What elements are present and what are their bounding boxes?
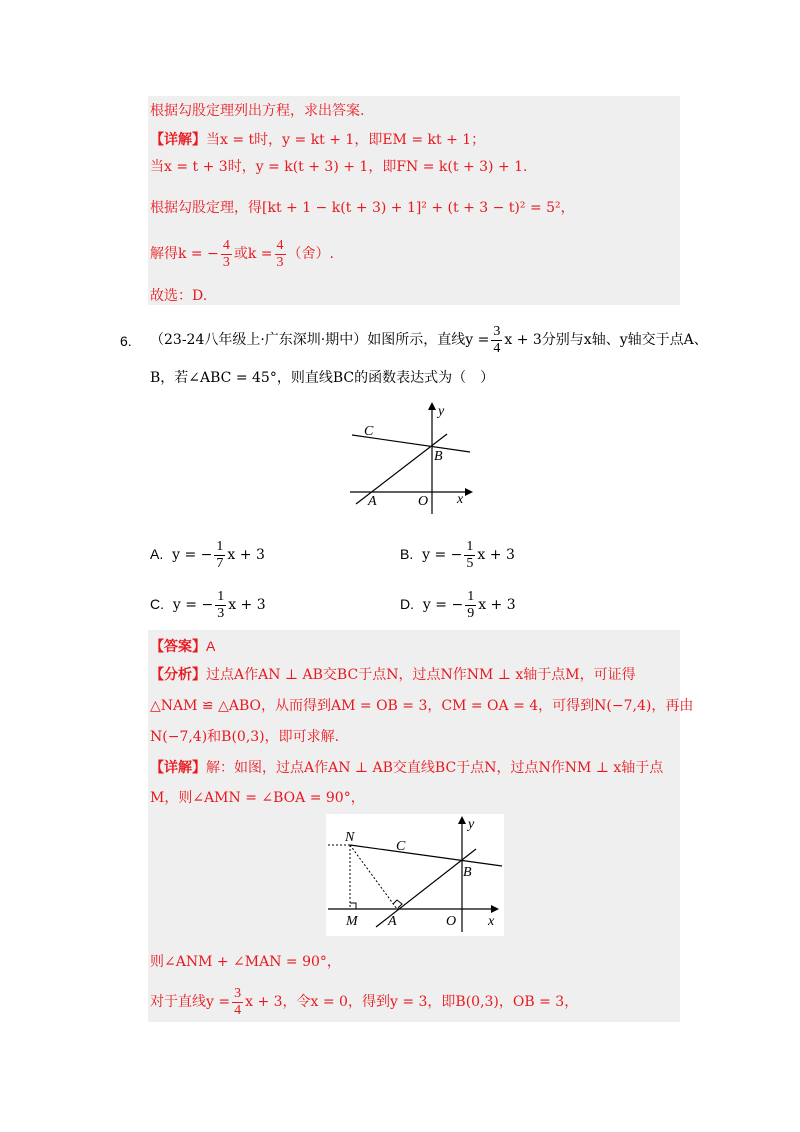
question-source: （23-24八年级上·广东深圳·期中） [150, 332, 368, 348]
prev-f1-num: 4 [222, 237, 230, 253]
option-c-num: 1 [217, 588, 225, 604]
question-number: 6. [120, 333, 132, 349]
prev-detail-line3: 根据勾股定理，得[kt + 1 − k(t + 3) + 1]² + (t + 3 − t)² = 5²， [150, 200, 575, 216]
question-figure [340, 400, 480, 520]
fig2-label-n: N [345, 830, 355, 845]
option-b-num: 1 [466, 538, 474, 554]
analysis-text1: 过点A作AN ⊥ AB交BC于点N，过点N作NM ⊥ x轴于点M，可证得 [206, 667, 636, 683]
fig2-right-angle-m [350, 903, 356, 909]
fig2-y-arrow [458, 816, 466, 824]
question-fraction [491, 324, 502, 357]
question-f-num: 3 [493, 323, 501, 339]
fig1-label-a: A [368, 494, 377, 509]
prev-fraction-1 [221, 238, 232, 271]
fig1-label-x: x [457, 492, 464, 507]
prev-detail-tag: 【详解】 [150, 132, 206, 148]
fig2-label-o: O [446, 914, 457, 929]
prev-line4-pre: 解得k = − [150, 246, 219, 262]
question-stem-line2: B，若∠ABC = 45°，则直线BC的函数表达式为（ ） [150, 370, 495, 386]
after-figure-line: 则∠ANM + ∠MAN = 90°， [150, 954, 341, 970]
question-stem-post: x + 3分别与x轴、y轴交于点A、 [504, 332, 708, 348]
fig2-label-y: y [468, 817, 475, 832]
detail-line2: M，则∠AMN = ∠BOA = 90°， [150, 790, 365, 806]
prev-f2-den: 3 [276, 254, 284, 270]
last-line [150, 982, 578, 1022]
option-d-num: 1 [467, 588, 475, 604]
solution-figure [326, 814, 504, 936]
detail-text1: 解：如图，过点A作AN ⊥ AB交直线BC于点N，过点N作NM ⊥ x轴于点 [206, 760, 664, 776]
option-a-fraction [214, 539, 225, 572]
prev-final-answer: 故选：D. [150, 288, 208, 304]
prev-f2-num: 4 [276, 237, 284, 253]
option-b[interactable] [400, 537, 515, 572]
fig2-line-nc [350, 845, 502, 866]
option-d-post: x + 3 [478, 597, 516, 613]
prev-line4-mid: 或k = [233, 246, 273, 262]
detail-tag: 【详解】 [150, 760, 206, 776]
detail-line1 [150, 758, 663, 778]
last-pre: 对于直线y = [150, 994, 231, 1010]
option-a-post: x + 3 [227, 547, 265, 563]
answer-value: A [206, 638, 216, 654]
prev-line4-post: （舍）. [287, 246, 334, 262]
option-d[interactable] [400, 587, 516, 622]
last-f-den: 4 [234, 1002, 242, 1018]
prev-detail-text1: 当x = t时，y = kt + 1，即EM = kt + 1； [206, 132, 486, 148]
fig1-label-b: B [434, 449, 443, 464]
option-b-den: 5 [466, 555, 474, 571]
last-f-num: 3 [234, 985, 242, 1001]
prev-f1-den: 3 [222, 254, 230, 270]
question-stem-line1 [150, 320, 708, 360]
option-a[interactable] [150, 537, 265, 572]
question-stem-pre: 如图所示，直线y = [367, 332, 490, 348]
answer-tag: 【答案】 [150, 639, 206, 655]
fig2-label-c: C [396, 839, 406, 854]
prev-detail-line4 [150, 236, 334, 272]
option-a-pre: y = − [172, 547, 213, 563]
option-c-post: x + 3 [228, 597, 266, 613]
fig2-x-arrow [491, 905, 499, 913]
option-a-num: 1 [216, 538, 224, 554]
option-c-den: 3 [217, 605, 225, 621]
fig1-y-arrow [428, 402, 436, 410]
option-a-letter: A. [150, 546, 164, 562]
fig1-x-arrow [465, 488, 473, 496]
fig2-dotted-na [350, 845, 397, 909]
last-post: x + 3，令x = 0，得到y = 3，即B(0,3)，OB = 3， [245, 994, 579, 1010]
analysis-line1 [150, 665, 636, 685]
option-d-fraction [465, 589, 476, 622]
option-b-letter: B. [400, 546, 414, 562]
analysis-line3: N(−7,4)和B(0,3)，即可求解. [150, 729, 340, 745]
last-fraction [232, 986, 243, 1019]
option-c-pre: y = − [172, 597, 214, 613]
prev-fraction-2 [275, 238, 286, 271]
fig2-label-m: M [346, 914, 358, 929]
option-d-pre: y = − [422, 597, 464, 613]
option-c-letter: C. [150, 596, 164, 612]
option-d-letter: D. [400, 596, 414, 612]
fig1-label-y: y [438, 404, 445, 419]
fig1-label-c: C [364, 424, 374, 439]
analysis-line2: △NAM ≌ △ABO，从而得到AM = OB = 3，CM = OA = 4，可得到N(−7,4)，再由 [150, 698, 694, 714]
question-f-den: 4 [493, 340, 501, 356]
fig1-label-o: O [418, 494, 429, 509]
option-b-pre: y = − [422, 547, 463, 563]
fig2-label-b: B [463, 865, 472, 880]
analysis-tag: 【分析】 [150, 667, 206, 683]
option-d-den: 9 [467, 605, 475, 621]
fig2-right-angle-a [393, 900, 402, 908]
option-c-fraction [215, 589, 226, 622]
prev-hint-tail: 根据勾股定理列出方程，求出答案. [150, 103, 365, 119]
prev-detail-line2: 当x = t + 3时，y = k(t + 3) + 1，即FN = k(t + 3) + 1. [150, 159, 528, 175]
answer-line [150, 636, 215, 657]
option-a-den: 7 [216, 555, 224, 571]
fig2-label-x: x [488, 914, 495, 929]
option-b-fraction [464, 539, 475, 572]
prev-detail-line1 [150, 130, 485, 150]
option-c[interactable] [150, 587, 266, 622]
fig2-label-a: A [388, 914, 397, 929]
option-b-post: x + 3 [477, 547, 515, 563]
